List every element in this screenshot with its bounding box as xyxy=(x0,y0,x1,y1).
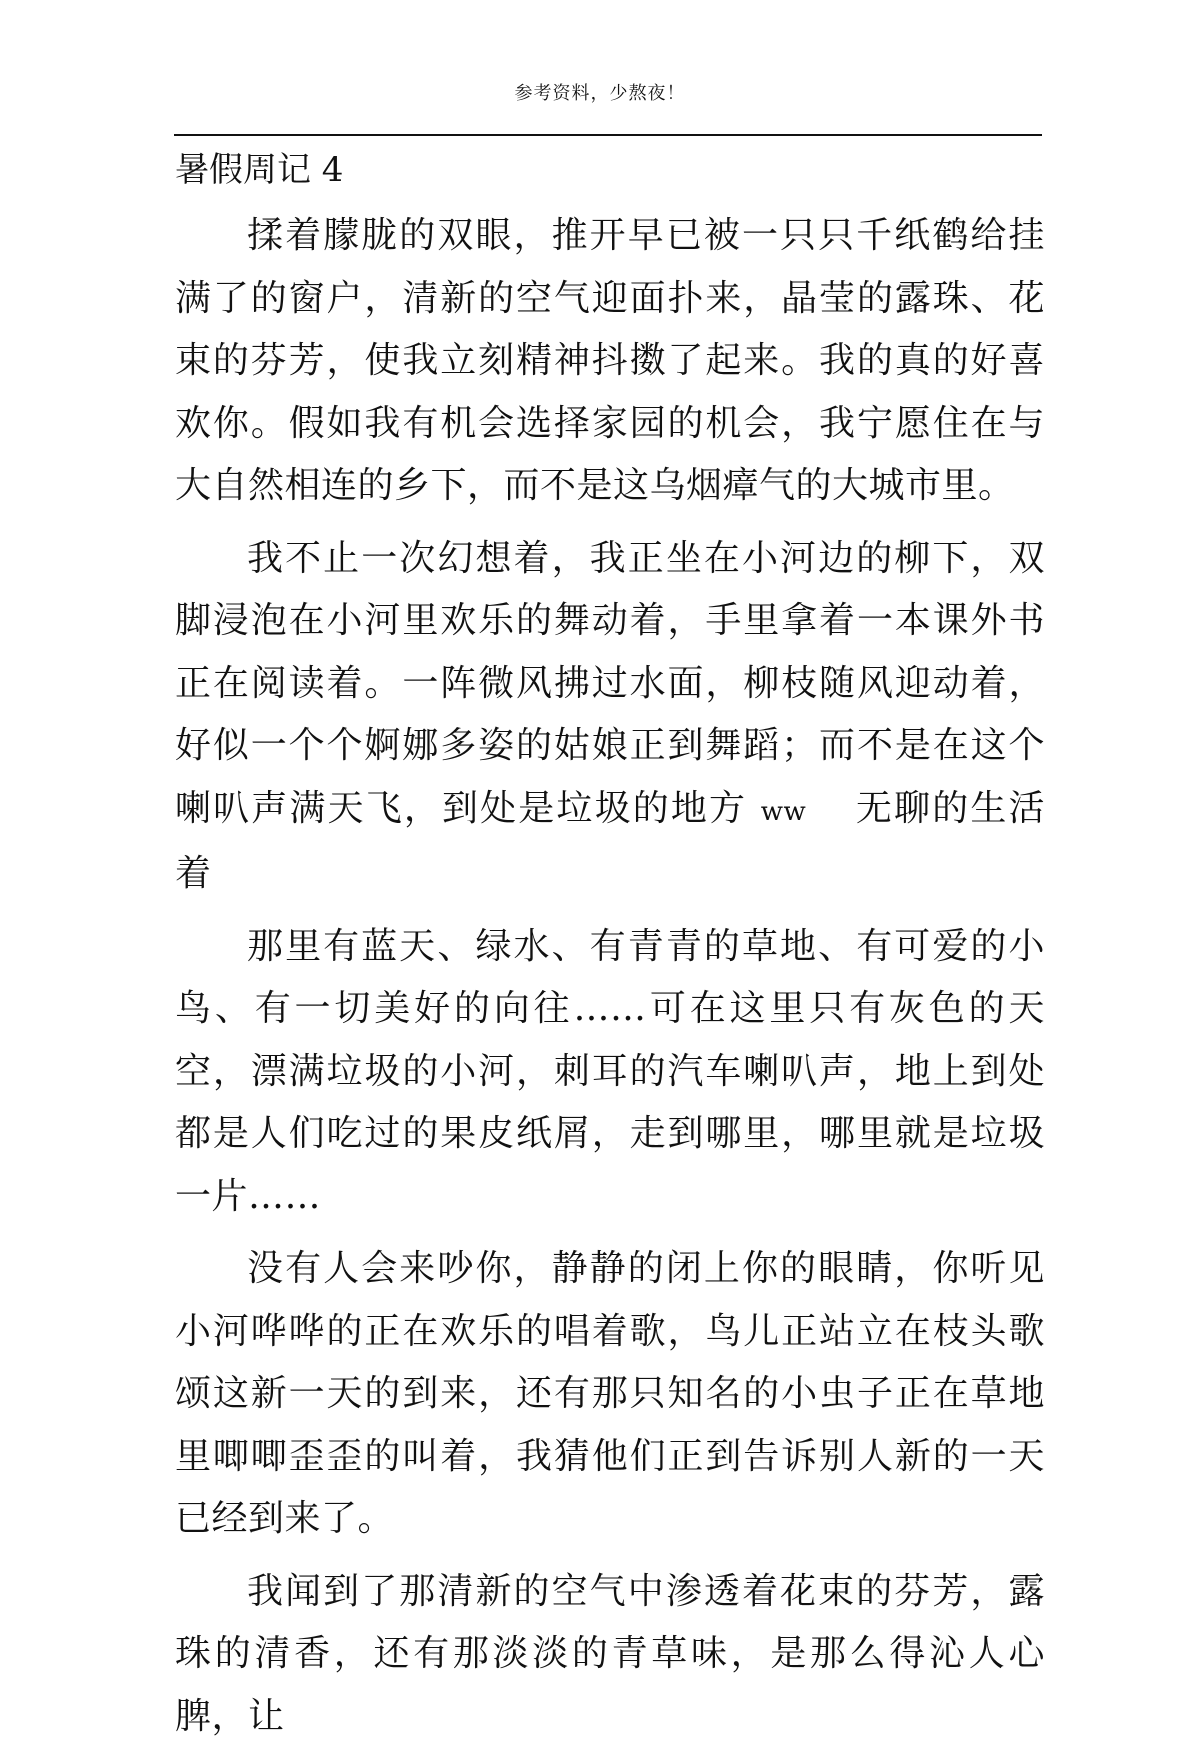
header-divider xyxy=(174,134,1042,136)
document-body xyxy=(175,145,1045,1758)
page-header: 参考资料，少熬夜！ xyxy=(514,83,686,104)
paragraph-2-ww: ww xyxy=(760,796,807,827)
paragraph-3: 那里有蓝天、绿水、有青青的草地、有可爱的小鸟、有一切美好的向往……可在这里只有灰色的天空，漂满垃圾的小河，刺耳的汽车喇叭声，地上到处都是人们吃过的果皮纸屑，走到哪里，哪里就是垃圾一片…… xyxy=(175,925,1045,1217)
paragraph-2 xyxy=(175,528,1045,906)
paragraph-2-text: 我不止一次幻想着，我正坐在小河边的柳下，双脚浸泡在小河里欢乐的舞动着，手里拿着一本课外书正在阅读着。一阵微风拂过水面，柳枝随风迎动着，好似一个个婀娜多姿的姑娘正到舞蹈；而不是在这个喇叭声满天飞，到处是垃圾的地方 xyxy=(175,537,1045,829)
paragraph-4: 没有人会来吵你，静静的闭上你的眼睛，你听见小河哗哗的正在欢乐的唱着歌，鸟儿正站立在枝头歌颂这新一天的到来，还有那只知名的小虫子正在草地里唧唧歪歪的叫着，我猜他们正到告诉别人新的一天已经到来了。 xyxy=(175,1248,1045,1539)
document-title: 暑假周记 4 xyxy=(175,150,344,190)
paragraph-2-tail: 无聊的生活着 xyxy=(175,787,1045,894)
paragraph-1: 揉着朦胧的双眼，推开早已被一只只千纸鹤给挂满了的窗户，清新的空气迎面扑来，晶莹的露珠、花束的芬芳，使我立刻精神抖擞了起来。我的真的好喜欢你。假如我有机会选择家园的机会，我宁愿住在与大自然相连的乡下，而不是这乌烟瘴气的大城市里。 xyxy=(175,215,1045,506)
paragraph-5: 我闻到了那清新的空气中渗透着花束的芬芳，露珠的清香，还有那淡淡的青草味，是那么得沁人心脾，让 xyxy=(175,1570,1045,1737)
